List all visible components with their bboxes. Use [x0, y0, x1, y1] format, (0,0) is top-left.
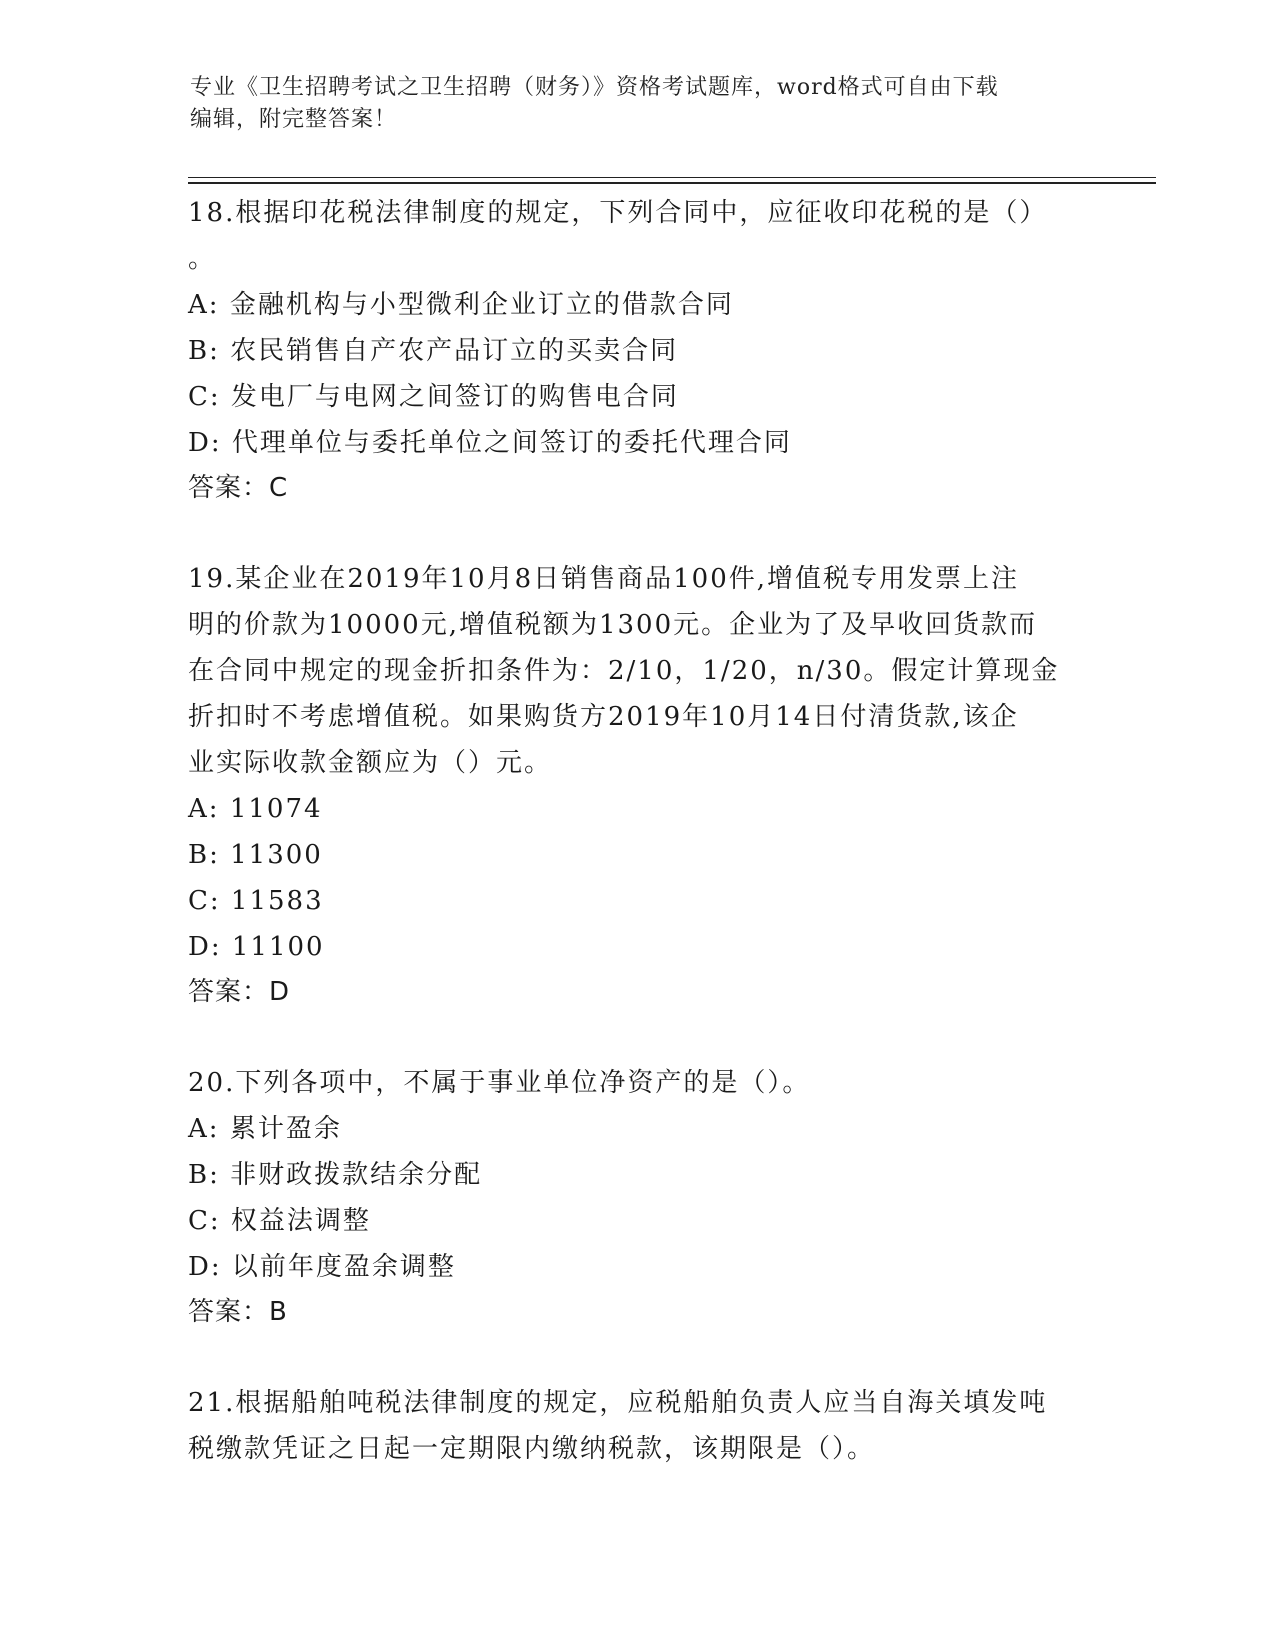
question-spacer — [188, 510, 1078, 556]
option-label: B: — [188, 336, 220, 366]
option-text: 11583 — [230, 886, 324, 916]
option-text: 11300 — [230, 840, 323, 870]
question-stem-line: 折扣时不考虑增值税。如果购货方2019年10月14日付清货款,该企 — [188, 702, 1019, 732]
option-row — [188, 1244, 1078, 1290]
question-stem-line: 21.根据船舶吨税法律制度的规定，应税船舶负责人应当自海关填发吨 — [188, 1388, 1048, 1418]
option-text: 累计盈余 — [229, 1114, 342, 1144]
header-divider-thick — [188, 182, 1156, 184]
option-row — [188, 1152, 1078, 1198]
option-row — [188, 282, 1078, 328]
question-stem-line: 在合同中规定的现金折扣条件为：2/10，1/20，n/30。假定计算现金 — [188, 656, 1060, 686]
option-text: 金融机构与小型微利企业订立的借款合同 — [229, 290, 734, 320]
question-stem-line: 业实际收款金额应为（）元。 — [188, 748, 553, 778]
option-label: B: — [188, 840, 220, 870]
option-row — [188, 328, 1078, 374]
question-stem-line: 。 — [188, 244, 217, 274]
option-label: D: — [188, 932, 222, 962]
option-label: D: — [188, 1252, 222, 1282]
document-header — [190, 72, 1070, 136]
option-label: A: — [188, 290, 220, 320]
answer-line: 答案：C — [188, 473, 289, 503]
header-divider-thin — [188, 177, 1156, 178]
option-row — [188, 878, 1078, 924]
option-label: B: — [188, 1160, 220, 1190]
answer-line: 答案：D — [188, 977, 291, 1007]
option-label: C: — [188, 1206, 221, 1236]
question-stem-line: 19.某企业在2019年10月8日销售商品100件,增值税专用发票上注 — [188, 564, 1020, 594]
option-label: C: — [188, 382, 221, 412]
header-line-1: 专业《卫生招聘考试之卫生招聘（财务）》资格考试题库，word格式可自由下载 — [190, 75, 999, 100]
question-block — [188, 190, 1078, 510]
option-row — [188, 420, 1078, 466]
option-label: A: — [188, 1114, 220, 1144]
option-text: 以前年度盈余调整 — [231, 1252, 456, 1282]
option-text: 11100 — [231, 932, 325, 962]
option-text: 非财政拨款结余分配 — [230, 1160, 483, 1190]
question-list — [188, 190, 1078, 1472]
option-label: A: — [188, 794, 220, 824]
answer-line: 答案：B — [188, 1297, 288, 1327]
option-text: 11074 — [229, 794, 323, 824]
option-text: 发电厂与电网之间签订的购售电合同 — [230, 382, 679, 412]
option-row — [188, 374, 1078, 420]
question-stem-line: 税缴款凭证之日起一定期限内缴纳税款，该期限是（）。 — [188, 1434, 876, 1464]
question-spacer — [188, 1014, 1078, 1060]
option-row — [188, 1198, 1078, 1244]
question-block — [188, 556, 1078, 1014]
option-row — [188, 924, 1078, 970]
question-spacer — [188, 1334, 1078, 1380]
question-block — [188, 1060, 1078, 1334]
header-line-2: 编辑，附完整答案！ — [190, 107, 398, 132]
option-row — [188, 832, 1078, 878]
option-row — [188, 1106, 1078, 1152]
option-text: 代理单位与委托单位之间签订的委托代理合同 — [231, 428, 792, 458]
option-text: 权益法调整 — [230, 1206, 371, 1236]
option-row — [188, 786, 1078, 832]
question-block — [188, 1380, 1078, 1472]
option-label: D: — [188, 428, 222, 458]
question-stem-line: 明的价款为10000元,增值税额为1300元。企业为了及早收回货款而 — [188, 610, 1038, 640]
question-stem-line: 20.下列各项中，不属于事业单位净资产的是（）。 — [188, 1068, 811, 1098]
option-label: C: — [188, 886, 221, 916]
question-stem-line: 18.根据印花税法律制度的规定，下列合同中，应征收印花税的是（） — [188, 198, 1048, 228]
option-text: 农民销售自产农产品订立的买卖合同 — [230, 336, 679, 366]
